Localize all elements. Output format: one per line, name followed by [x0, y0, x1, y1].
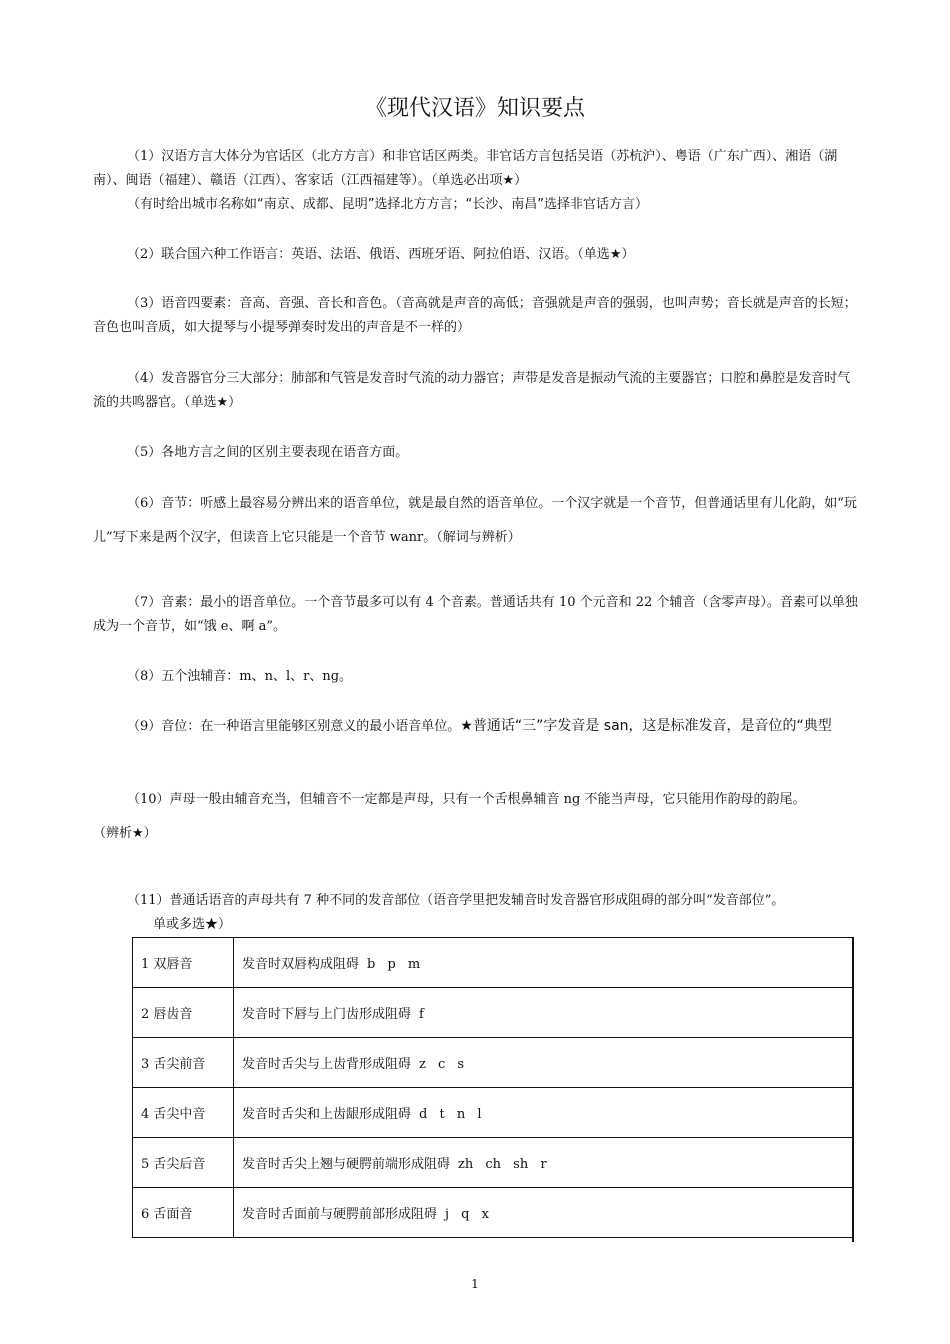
table-cell-description: 发音时舌尖与上齿背形成阻碍 z c s	[234, 1038, 854, 1088]
paragraph-1-tag: （单选必出项★）	[431, 173, 528, 188]
paragraph-10-text: （10）声母一般由辅音充当，但辅音不一定都是声母，只有一个舌根鼻辅音 ng 不能当声母，它只能用作韵母的韵尾。	[127, 792, 806, 807]
paragraph-7-text: （7）音素：最小的语音单位。一个音节最多可以有 4 个音素。普通话共有 10 个元音和 22 个辅音（含零声母）。音素可以单独成为一个音节，如“饿 e、啊 a”。	[93, 595, 858, 634]
paragraph-4	[93, 367, 861, 415]
page-title: 《现代汉语》知识要点	[364, 96, 585, 121]
table-cell-sounds: b p m	[367, 957, 421, 972]
table-cell-description: 发音时舌面前与硬腭前部形成阻碍 j q x	[234, 1188, 854, 1238]
table-cell-description: 发音时双唇构成阻碍 b p m	[234, 938, 854, 988]
paragraph-1	[93, 145, 861, 193]
paragraph-5	[93, 441, 861, 465]
table-row	[133, 1138, 854, 1188]
paragraph-4-text: （4）发音器官分三大部分：肺部和气管是发音时气流的动力器官；声带是发音是振动气流的主要器官；口腔和鼻腔是发音时气流的共鸣器官。	[93, 371, 851, 410]
table-cell-place: 1 双唇音	[133, 938, 234, 988]
paragraph-9	[93, 714, 861, 739]
paragraph-10-tag: （辨析★）	[93, 826, 157, 841]
table-cell-sounds: j q x	[445, 1207, 489, 1222]
articulation-table	[132, 937, 854, 1238]
paragraph-4-tag: （单选★）	[184, 395, 242, 410]
table-cell-sounds: z c s	[419, 1057, 465, 1072]
table-cell-description: 发音时下唇与上门齿形成阻碍 f	[234, 988, 854, 1038]
paragraph-5-text: （5）各地方言之间的区别主要表现在语音方面。	[127, 445, 409, 460]
paragraph-3-text: （3）语音四要素：音高、音强、音长和音色。（音高就是声音的高低；音强就是声音的强弱，也叫声势；音长就是声音的长短；音色也叫音质，如大提琴与小提琴弹奏时发出的声音是不一样的）	[93, 296, 857, 335]
table-cell-place: 3 舌尖前音	[133, 1038, 234, 1088]
paragraph-9-tail: ★普通话“三”字发音是 san，这是标准发音，是音位的“典型	[460, 718, 832, 734]
table-right-border	[852, 937, 854, 1242]
paragraph-7	[93, 591, 861, 639]
paragraph-2-text: （2）联合国六种工作语言：英语、法语、俄语、西班牙语、阿拉伯语、汉语。	[127, 247, 578, 262]
paragraph-6	[93, 487, 861, 555]
table-row	[133, 988, 854, 1038]
table-cell-sounds: f	[419, 1007, 424, 1022]
table-cell-description: 发音时舌尖上翘与硬腭前端形成阻碍 zh ch sh r	[234, 1138, 854, 1188]
table-cell-sounds: zh ch sh r	[458, 1157, 547, 1172]
paragraph-1-text: （1）汉语方言大体分为官话区（北方方言）和非官话区两类。非官话方言包括吴语（苏杭沪）、粤语（广东广西）、湘语（湖南）、闽语（福建）、赣语（江西）、客家话（江西福建等）。	[93, 149, 838, 188]
paragraph-11	[127, 890, 867, 912]
paragraph-11-continuation: 单或多选★）	[153, 917, 232, 932]
paragraph-2-tag: （单选★）	[577, 247, 635, 262]
table-cell-place: 5 舌尖后音	[133, 1138, 234, 1188]
paragraph-3	[93, 292, 861, 340]
paragraph-11-text: （11）普通话语音的声母共有 7 种不同的发音部位（语音学里把发辅音时发音器官形成阻碍的部分叫“发音部位”。	[127, 893, 785, 908]
table-row	[133, 1038, 854, 1088]
paragraph-2	[93, 243, 861, 267]
table-cell-place: 2 唇齿音	[133, 988, 234, 1038]
paragraph-9-text: （9）音位：在一种语言里能够区别意义的最小语音单位。	[127, 719, 461, 734]
paragraph-6-text: （6）音节：听感上最容易分辨出来的语音单位，就是最自然的语音单位。一个汉字就是一个音节，但普通话里有儿化韵，如“玩儿”写下来是两个汉字，但读音上它只能是一个音节 wanr。	[93, 496, 857, 545]
paragraph-10	[93, 783, 861, 851]
table-cell-place: 6 舌面音	[133, 1188, 234, 1238]
table-row	[133, 1088, 854, 1138]
paragraph-8	[93, 665, 861, 689]
paragraph-8-text: （8）五个浊辅音：m、n、l、r、ng。	[127, 669, 353, 684]
paragraph-1-note: （有时给出城市名称如“南京、成都、昆明”选择北方方言；“长沙、南昌”选择非官话方言）	[127, 197, 648, 212]
page-number: 1	[471, 1277, 479, 1291]
paragraph-6-tag: （解词与辨析）	[436, 530, 521, 545]
table-row	[133, 1188, 854, 1238]
table-row	[133, 938, 854, 988]
table-cell-sounds: d t n l	[419, 1107, 482, 1122]
table-cell-place: 4 舌尖中音	[133, 1088, 234, 1138]
table-cell-description: 发音时舌尖和上齿龈形成阻碍 d t n l	[234, 1088, 854, 1138]
